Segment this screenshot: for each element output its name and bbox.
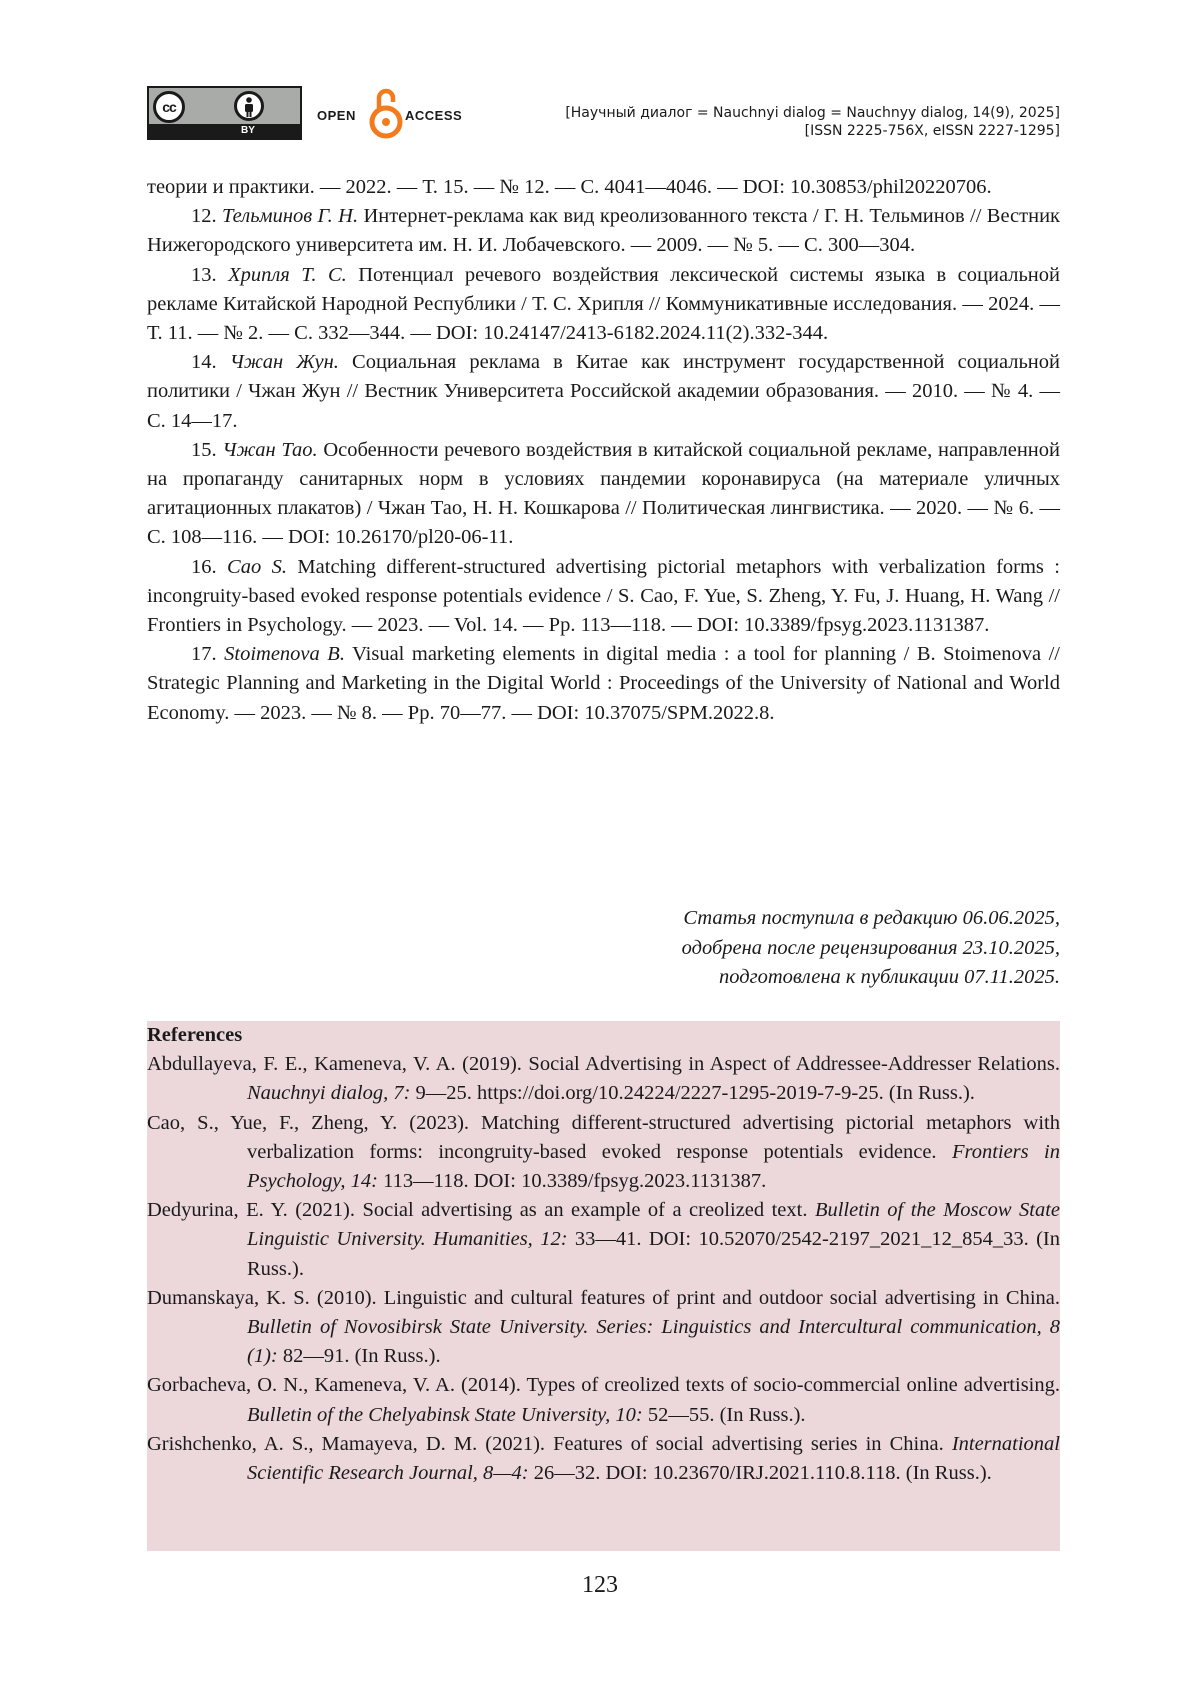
bibliography-entry-16: 16. Cao S. Matching different-structured advertising pictorial metaphors with verbalization forms : incongruity-based evoked response potentials evidence / S. Cao, F. Yue, S. Zheng, Y. Fu, J. Huang, H. Wang // Frontiers in Psychology. — 2023. — Vol. 14. — Pp. 113—118. — DOI: 10.3389/fpsyg.2023.1131387. [147,555,1061,637]
bibliography-entry-13: 13. Хрипля Т. С. Потенциал речевого воздействия лексической системы языка в социальной рекламе Китайской Народной Республики / Т. С. Хрипля // Коммуникативные исследования. — 2024. — Т. 11. — № 2. — С. 332—344. — DOI: 10.24147/2413-6182.2024.11(2).332-344. [147,263,1060,345]
reference-item: Abdullayeva, F. E., Kameneva, V. A. (2019). Social Advertising in Aspect of Addressee-Addresser Relations. Nauchnyi dialog, 7: 9—25. https://doi.org/10.24224/2227-1295-2019-7-9-25. (In Russ.). [147,1053,1060,1105]
received-date: Статья поступила в редакцию 06.06.2025, [683,907,1060,929]
open-access-logo[interactable] [317,86,467,140]
reference-item: Grishchenko, A. S., Mamayeva, D. M. (2021). Features of social advertising series in China. International Scientific Research Journal, 8—4: 26—32. DOI: 10.23670/IRJ.2021.110.8.118. (In Russ.). [147,1432,1060,1485]
journal-citation [565,104,1060,140]
citation-line-1: [Научный диалог = Nauchnyi dialog = Nauchnyy dialog, 14(9), 2025] [565,105,1060,121]
reference-item: Gorbacheva, O. N., Kameneva, V. A. (2014). Types of creolized texts of socio-commercial online advertising. Bulletin of the Chelyabinsk State University, 10: 52—55. (In Russ.). [147,1374,1060,1426]
entry-author: Stoimenova B. [224,643,345,666]
attribution-person-icon [234,91,264,121]
bibliography-entry-17: 17. Stoimenova B. Visual marketing elements in digital media : a tool for planning / B. Stoimenova // Strategic Planning and Marketing in the Digital World : Proceedings of the University of National and World Economy. — 2023. — № 8. — Pp. 70—77. — DOI: 10.37075/SPM.2022.8. [147,643,1061,724]
entry-author: Чжан Жун. [229,351,339,374]
references-heading: References [147,1024,243,1046]
article-history [360,904,1060,993]
citation-line-2: [ISSN 2225-756X, eISSN 2227-1295] [804,123,1060,139]
bibliography-entry-14: 14. Чжан Жун. Социальная реклама в Китае как инструмент государственной социальной политики / Чжан Жун // Вестник Университета Российской академии образования. — 2010. — № 4. — С. 14—17. [147,351,1061,432]
open-lock-icon [369,86,403,140]
entry-author: Тельминов Г. Н. [222,205,359,228]
reference-item: Dedyurina, E. Y. (2021). Social advertising as an example of a creolized text. Bulletin of the Moscow State Linguistic University. Humanities, 12: 33—41. DOI: 10.52070/2542-2197_2021_12_854_33. (In Russ.). [147,1199,1060,1280]
page-number: 123 [582,1572,618,1598]
bibliography-continued [147,173,1060,728]
entry-author: Хрипля Т. С. [228,263,347,286]
reference-item: Cao, S., Yue, F., Zheng, Y. (2023). Matching different-structured advertising pictorial metaphors with verbalization forms: incongruity-based evoked response potentials evidence. Frontiers in Psychology, 14: 113—118. DOI: 10.3389/fpsyg.2023.1131387. [147,1111,1060,1193]
references-section [147,1021,1060,1551]
bibliography-entry-15: 15. Чжан Тао. Особенности речевого воздействия в китайской социальной рекламе, направленной на пропаганду санитарных норм в условиях пандемии коронавируса (на материале уличных агитационных плакатов) / Чжан Тао, Н. Н. Кошкарова // Политическая лингвистика. — 2020. — № 6. — С. 108—116. — DOI: 10.26170/pl20-06-11. [147,438,1060,549]
open-access-access-text: ACCESS [405,108,463,123]
creative-commons-icon: cc [153,91,185,123]
prepared-date: подготовлена к публикации 07.11.2025. [718,966,1060,988]
cc-by-license-badge[interactable] [147,86,302,140]
entry-author: Cao S. [227,555,288,578]
open-access-open-text: OPEN [317,108,356,123]
reference-item: Dumanskaya, K. S. (2010). Linguistic and cultural features of print and outdoor social advertising in China. Bulletin of Novosibirsk State University. Series: Linguistics and Intercultural communication, 8 (1): 82—91. (In Russ.). [147,1286,1060,1368]
bibliography-entry-11-tail: теории и практики. — 2022. — Т. 15. — № 12. — С. 4041—4046. — DOI: 10.30853/phil20220706. [147,176,992,198]
page-header [147,86,1060,142]
bibliography-entry-12: 12. Тельминов Г. Н. Интернет-реклама как вид креолизованного текста / Г. Н. Тельминов // Вестник Нижегородского университета им. Н. И. Лобачевского. — 2009. — № 5. — С. 300—304. [147,205,1061,257]
cc-by-bar [149,124,300,138]
approved-date: одобрена после рецензирования 23.10.2025, [681,936,1060,959]
entry-author: Чжан Тао. [222,438,318,461]
by-label: BY [241,125,255,136]
